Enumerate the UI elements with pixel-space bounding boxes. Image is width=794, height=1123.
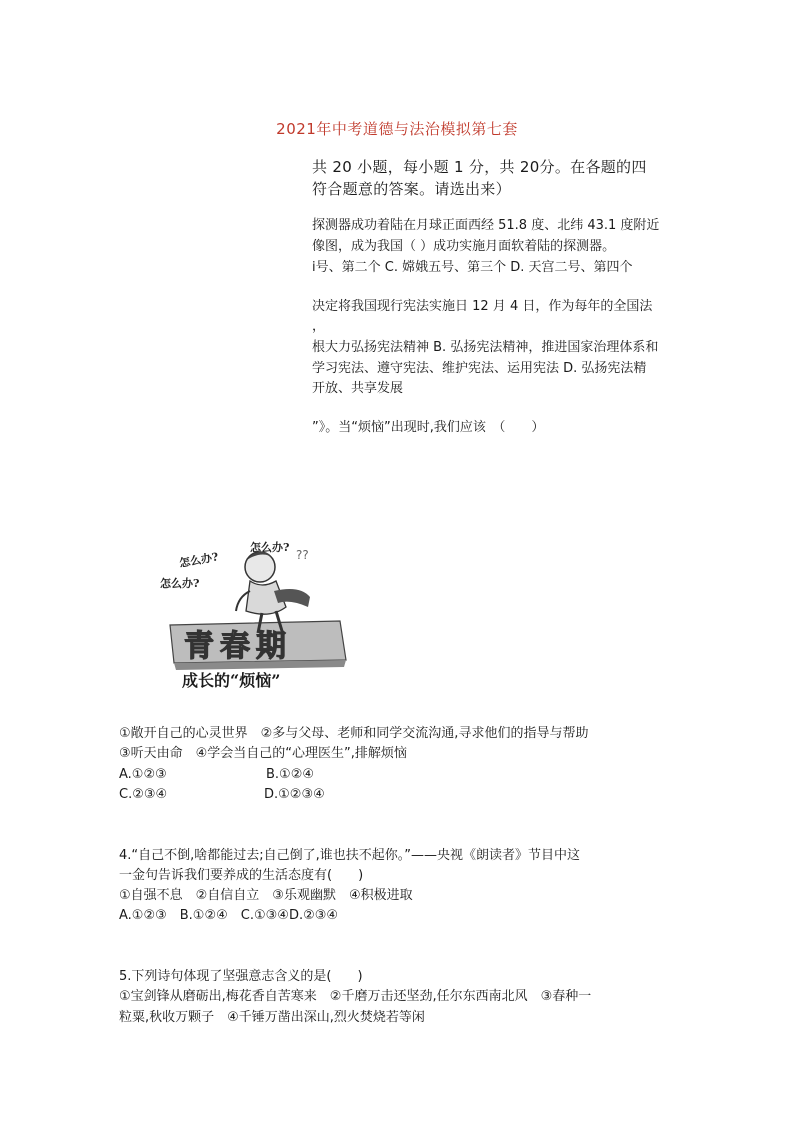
q2-line-2: ， <box>312 319 326 334</box>
intro-line-1: 共 20 小题，每小题 1 分，共 20分。在各题的四 <box>312 158 647 176</box>
q2-line-3: 根大力弘扬宪法精神 B. 弘扬宪法精神，推进国家治理体系和 <box>312 340 659 355</box>
q3-answer-c: C.②③④ <box>119 787 168 802</box>
q2-line-1: 决定将我国现行宪法实施日 12 月 4 日，作为每年的全国法 <box>312 299 653 314</box>
q3-line-1: ”》。当“烦恼”出现时,我们应该 （ ） <box>312 420 545 435</box>
bubble-text-1: 怎么办? <box>178 550 220 570</box>
q4-line-2: 一金句告诉我们要养成的生活态度有( ) <box>119 868 364 883</box>
q1-line-1: 探测器成功着陆在月球正面西经 51.8 度、北纬 43.1 度附近 <box>312 218 660 233</box>
document-title: 2021年中考道德与法治模拟第七套 <box>276 120 518 138</box>
svg-text:??: ?? <box>296 548 309 562</box>
q5-line-1: 5.下列诗句体现了坚强意志含义的是( ) <box>119 969 363 984</box>
book-text: 青春期 <box>184 629 292 664</box>
q5-line-3: 粒粟,秋收万颗子 ④千锤万凿出深山,烈火焚烧若等闲 <box>119 1010 425 1025</box>
q5-line-2: ①宝剑锋从磨砺出,梅花香自苦寒来 ②千磨万击还坚劲,任尔东西南北风 ③春种一 <box>119 989 592 1004</box>
q1-line-3: i号、第二个 C. 嫦娥五号、第三个 D. 天宫二号、第四个 <box>312 260 633 275</box>
q3-answer-d: D.①②③④ <box>264 787 325 802</box>
q2-line-4: 学习宪法、遵守宪法、维护宪法、运用宪法 D. 弘扬宪法精 <box>312 361 647 376</box>
q4-line-3: ①自强不息 ②自信自立 ③乐观幽默 ④积极进取 <box>119 888 413 903</box>
q2-line-5: 开放、共享发展 <box>312 381 404 396</box>
cartoon-caption: 成长的“烦恼” <box>182 671 281 690</box>
bubble-text-3: 怎么办? <box>160 577 200 590</box>
q1-line-2: 像图，成为我国（ ）成功实施月面软着陆的探测器。 <box>312 239 616 254</box>
intro-line-2: 符合题意的答案。请选出来） <box>312 180 511 198</box>
q4-line-1: 4.“自己不倒,啥都能过去;自己倒了,谁也扶不起你。”——央视《朗读者》节目中这 <box>119 848 581 863</box>
q4-line-4: A.①②③ B.①②④ C.①③④D.②③④ <box>119 908 339 923</box>
q3-options-line-1: ①敞开自己的心灵世界 ②多与父母、老师和同学交流沟通,寻求他们的指导与帮助 <box>119 726 589 741</box>
bubble-text-2: 怎么办? <box>250 541 290 554</box>
q3-answer-a: A.①②③ <box>119 767 167 782</box>
q3-options-line-2: ③听天由命 ④学会当自己的“心理医生”,排解烦恼 <box>119 746 407 761</box>
q3-answer-b: B.①②④ <box>266 767 315 782</box>
